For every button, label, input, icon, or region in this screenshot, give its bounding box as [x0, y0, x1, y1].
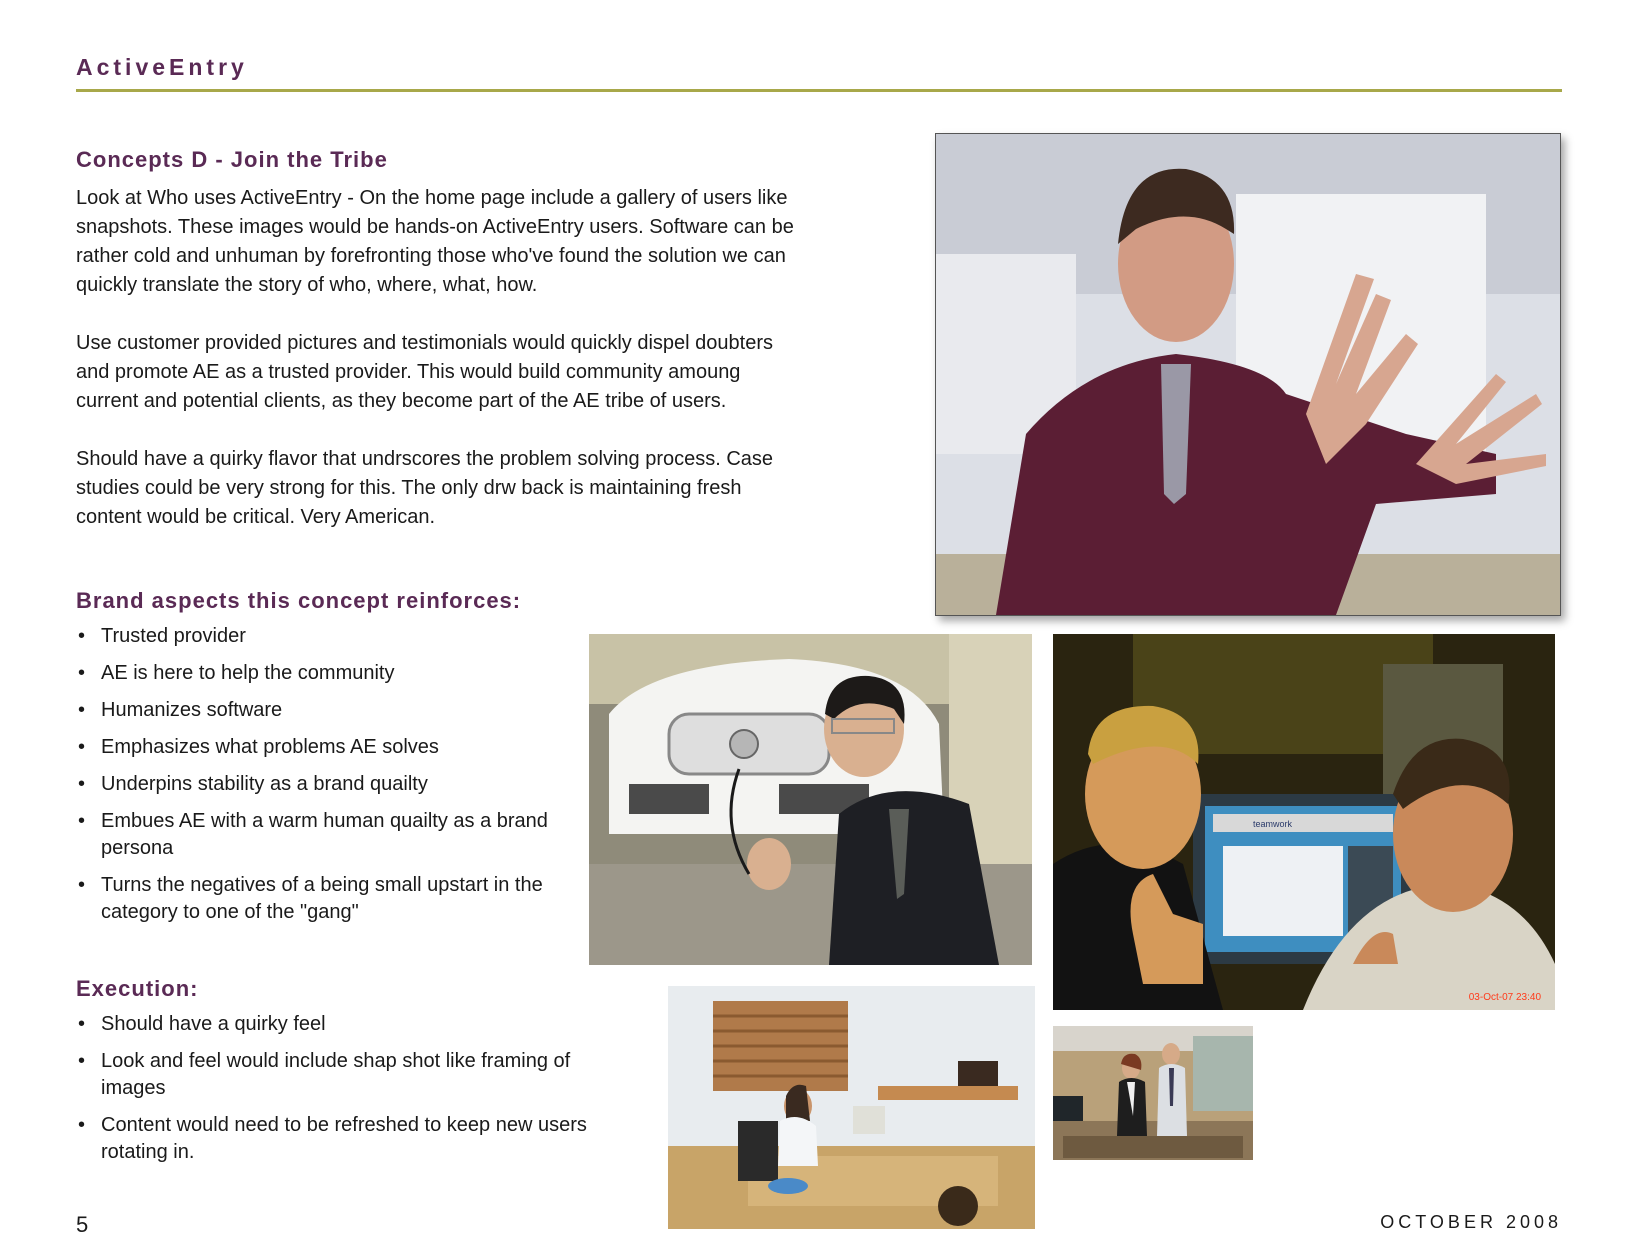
list-item: • AE is here to help the community [76, 660, 576, 687]
list-item: • Should have a quirky feel [76, 1011, 616, 1038]
list-item: • Underpins stability as a brand quailty [76, 771, 576, 798]
photo-timestamp: 03-Oct-07 23:40 [1468, 992, 1541, 1003]
list-item: • Embues AE with a warm human quailty as a brand persona [76, 808, 576, 862]
monitor-text: teamwork [1253, 819, 1293, 829]
list-item: • Emphasizes what problems AE solves [76, 734, 576, 761]
list-item: • Content would need to be refreshed to keep new users rotating in. [76, 1112, 616, 1166]
list-item: • Look and feel would include shap shot like framing of images [76, 1048, 616, 1102]
photo-presenter [935, 133, 1561, 616]
photo-office-desk [668, 986, 1035, 1229]
execution-list [76, 1011, 616, 1176]
page-number: 5 [76, 1212, 89, 1237]
photo-office-pair [1053, 1026, 1253, 1160]
header-rule [76, 89, 1562, 92]
list-item: • Humanizes software [76, 697, 576, 724]
list-item: • Turns the negatives of a being small upstart in the category to one of the "gang" [76, 872, 576, 926]
photo-car-charging [589, 634, 1032, 965]
execution-title: Execution: [76, 976, 199, 1001]
concept-title: Concepts D - Join the Tribe [76, 147, 388, 172]
concept-paragraph-3: Should have a quirky flavor that undrscores the problem solving process. Case studies could be very strong for this. The only drw back is maintaining fresh content would be critical. Very American. [76, 448, 774, 528]
footer-date: OCTOBER 2008 [1380, 1212, 1562, 1232]
concept-paragraph-2: Use customer provided pictures and testimonials would quickly dispel doubters and promote AE as a trusted provider. This would build community amoung current and potential clients, as they become part of the AE tribe of users. [76, 332, 774, 412]
list-item: • Trusted provider [76, 623, 576, 650]
concept-paragraph-1: Look at Who uses ActiveEntry - On the home page include a gallery of users like snapshots. These images would be hands-on ActiveEntry users. Software can be rather cold and unhuman by forefronting those who've found the solution we can quickly translate the story of who, where, what, how. [76, 187, 794, 296]
brand-wordmark: ActiveEntry [76, 54, 248, 80]
brand-aspects-title: Brand aspects this concept reinforces: [76, 588, 522, 613]
brand-aspects-list [76, 623, 576, 936]
photo-thumbs-up [1053, 634, 1555, 1010]
